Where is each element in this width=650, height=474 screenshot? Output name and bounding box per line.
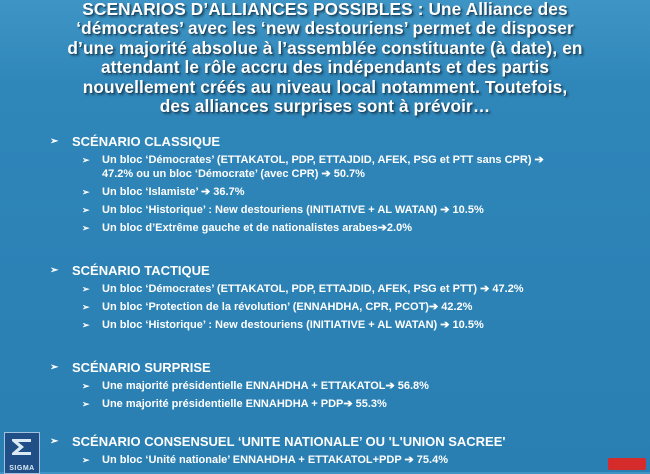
item-text: Un bloc ‘Protection de la révolution’ (ENNAHDHA, CPR, PCOT)➔ 42.2%: [102, 301, 473, 313]
section-consensuel: [50, 432, 644, 467]
list-item: [50, 397, 644, 411]
section-heading: [50, 132, 644, 150]
title-line-2: ‘démocrates’ avec les ‘new destouriens’ permet de disposer: [76, 18, 574, 39]
arrow-bullet-icon: ➢: [82, 284, 90, 294]
section-title: SCÉNARIO SURPRISE: [72, 359, 211, 375]
title-line-3: d’une majorité absolue à l’assemblée constituante (à date), en: [67, 37, 583, 58]
slide-title: [4, 0, 646, 116]
sigma-logo-icon: [9, 436, 35, 458]
list-item: [50, 300, 644, 314]
list-item: [50, 318, 644, 332]
list-item: [50, 185, 644, 199]
logo-text: SIGMA: [9, 465, 35, 472]
list-item: [50, 453, 644, 467]
arrow-bullet-icon: ➢: [82, 381, 90, 391]
list-item: [50, 282, 644, 296]
arrow-bullet-icon: ➢: [50, 135, 59, 147]
section-title: SCÉNARIO TACTIQUE: [72, 262, 210, 278]
item-text-continued: 47.2% ou un bloc ‘Démocrate’ (avec CPR) ➔ 50.7%: [102, 168, 365, 180]
arrow-bullet-icon: ➢: [82, 187, 90, 197]
list-item: [50, 379, 644, 393]
arrow-bullet-icon: ➢: [50, 264, 59, 276]
arrow-bullet-icon: ➢: [82, 320, 90, 330]
item-text: Un bloc ‘Historique’ : New destouriens (INITIATIVE + AL WATAN) ➔ 10.5%: [102, 319, 484, 331]
arrow-bullet-icon: ➢: [82, 399, 90, 409]
section-tactique: [50, 261, 644, 332]
item-text: Un bloc ‘Historique’ : New destouriens (INITIATIVE + AL WATAN) ➔ 10.5%: [102, 204, 484, 216]
item-text: Un bloc ‘Démocrates’ (ETTAKATOL, PDP, ETTAJDID, AFEK, PSG et PTT) ➔ 47.2%: [102, 283, 524, 295]
arrow-bullet-icon: ➢: [82, 223, 90, 233]
title-line-1: SCENARIOS D’ALLIANCES POSSIBLES : Une Alliance des: [82, 0, 568, 19]
item-text: Une majorité présidentielle ENNAHDHA + PDP➔ 55.3%: [102, 398, 387, 410]
list-item: [50, 221, 644, 235]
item-text: Un bloc ‘Unité nationale’ ENNAHDHA + ETTAKATOL+PDP ➔ 75.4%: [102, 454, 448, 466]
title-line-4: attendant le rôle accru des indépendants et des partis: [100, 57, 550, 78]
item-text: Une majorité présidentielle ENNAHDHA + ETTAKATOL➔ 56.8%: [102, 380, 429, 392]
arrow-bullet-icon: ➢: [82, 205, 90, 215]
list-item: [50, 203, 644, 217]
item-text: Un bloc ‘Démocrates’ (ETTAKATOL, PDP, ETTAJDID, AFEK, PSG et PTT sans CPR) ➔: [102, 154, 544, 166]
arrow-bullet-icon: ➢: [50, 361, 59, 373]
arrow-bullet-icon: ➢: [50, 435, 59, 447]
title-line-5: nouvellement créés au niveau local notamment. Toutefois,: [82, 76, 568, 97]
sigma-logo: [4, 432, 40, 474]
section-surprise: [50, 358, 644, 411]
section-title: SCÉNARIO CONSENSUEL ‘UNITE NATIONALE’ OU 'L'UNION SACREE': [72, 433, 506, 449]
section-heading: [50, 432, 644, 450]
corner-badge: [608, 458, 646, 470]
section-heading: [50, 358, 644, 376]
arrow-bullet-icon: ➢: [82, 455, 90, 465]
item-text: Un bloc d’Extrême gauche et de nationalistes arabes➔2.0%: [102, 222, 412, 234]
arrow-bullet-icon: ➢: [82, 302, 90, 312]
section-title: SCÉNARIO CLASSIQUE: [72, 133, 221, 149]
arrow-bullet-icon: ➢: [82, 155, 90, 165]
item-text: Un bloc ‘Islamiste’ ➔ 36.7%: [102, 186, 245, 198]
section-heading: [50, 261, 644, 279]
list-item: [50, 153, 644, 181]
section-classique: [50, 132, 644, 235]
title-line-6: des alliances surprises sont à prévoir…: [159, 96, 491, 117]
